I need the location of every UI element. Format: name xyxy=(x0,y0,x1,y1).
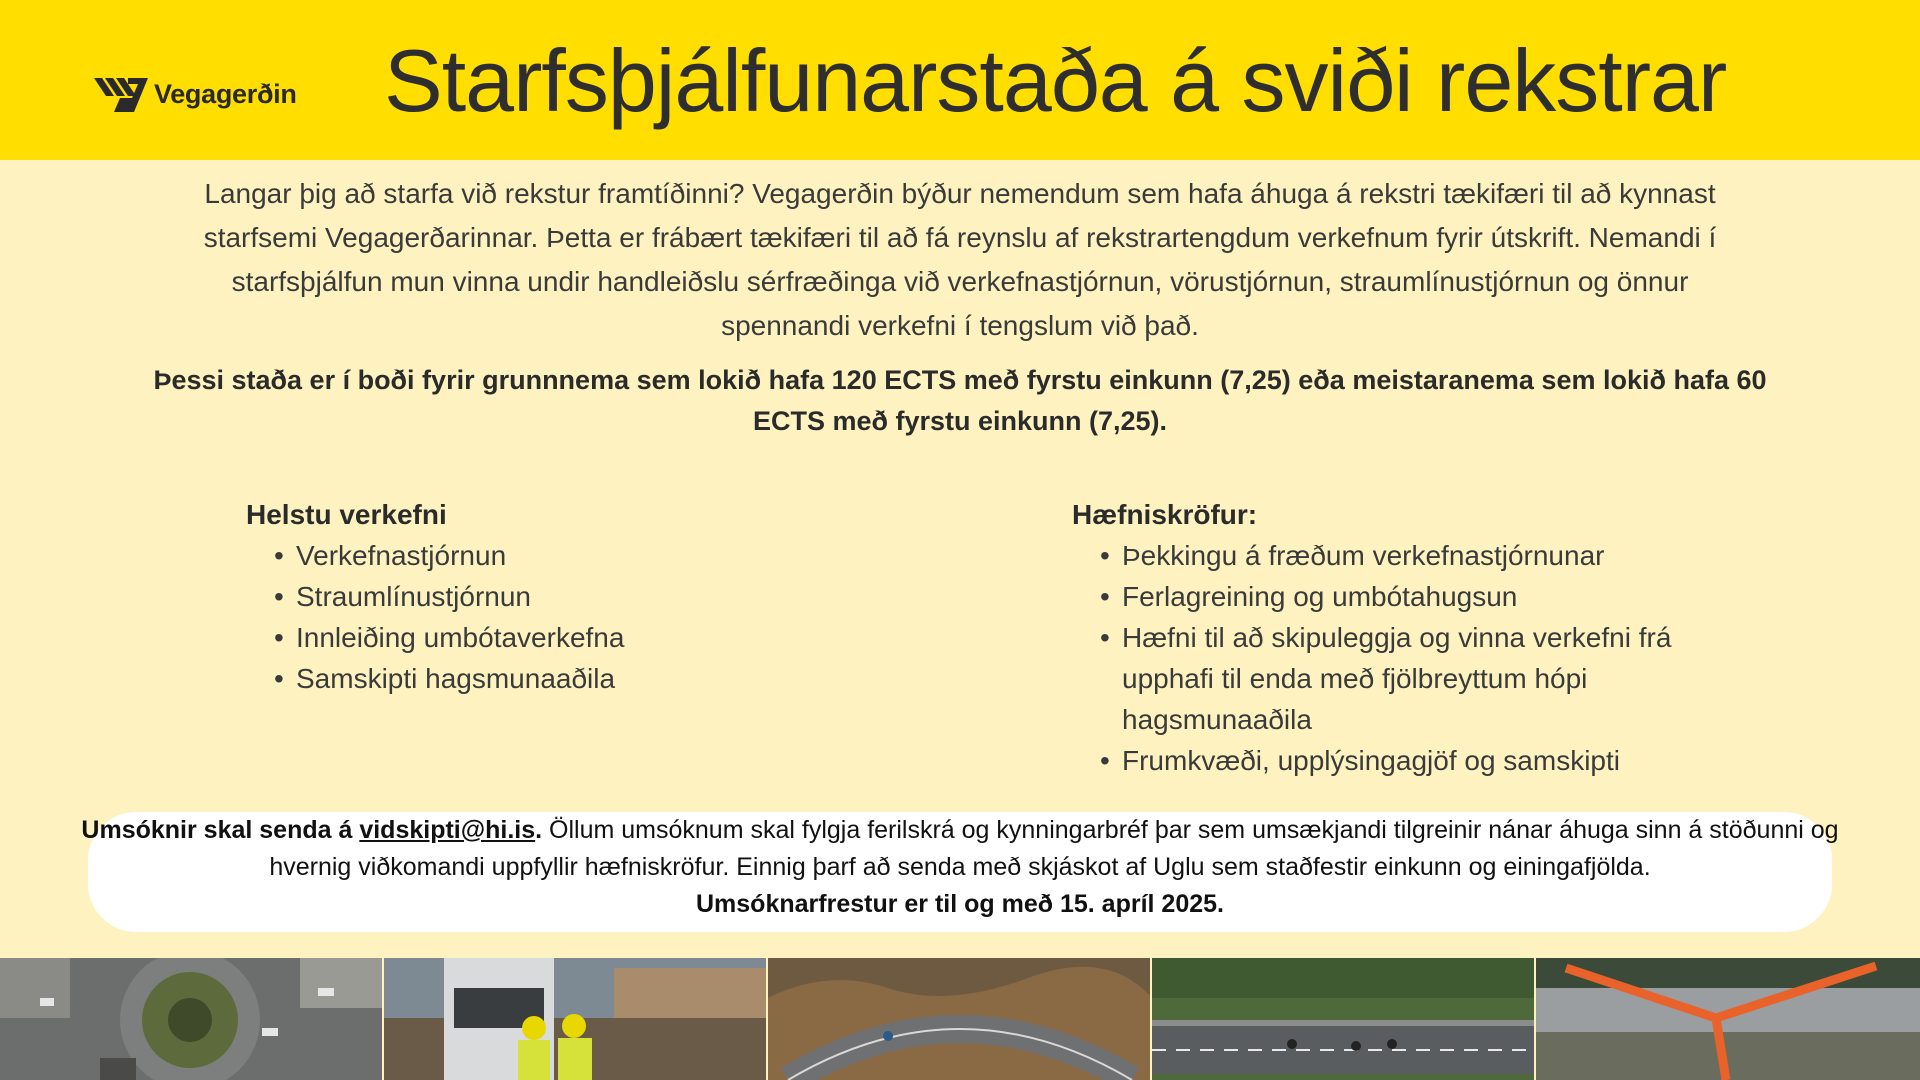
bullet-icon: • xyxy=(274,581,284,612)
eligibility-line: Þessi staða er í boði fyrir grunnnema sem lokið hafa 120 ECTS með fyrstu einkunn (7,25) eða meistaranema sem lokið hafa 60 xyxy=(153,365,1767,395)
contact-text xyxy=(60,812,1860,923)
requirement-item-label: Hæfni til að skipuleggja og vinna verkefni frá upphafi til enda með fjölbreyttum hópi hagsmunaaðila xyxy=(1122,622,1672,735)
bullet-icon: • xyxy=(1100,540,1110,571)
contact-paragraph xyxy=(60,812,1860,886)
bullet-icon: • xyxy=(1100,745,1110,776)
requirement-item-label: Ferlagreining og umbótahugsun xyxy=(1122,581,1518,612)
photo-strip xyxy=(0,958,1920,1080)
tasks-list xyxy=(246,535,946,699)
task-item-label: Verkefnastjórnun xyxy=(296,540,507,571)
bridge-photo xyxy=(1536,958,1920,1080)
requirements-list xyxy=(1072,535,1692,781)
truck-workers-photo xyxy=(384,958,768,1080)
contact-body: Öllum umsóknum skal fylgja ferilskrá og kynningarbréf þar sem umsækjandi tilgreinir nánar áhuga sinn á stöðunni og hvernig viðkomandi uppfyllir hæfniskröfur. Einnig þarf að senda með skjáskot af Uglu sem staðfestir einkunn og einingafjölda. xyxy=(269,816,1839,881)
intro-paragraph xyxy=(110,172,1810,348)
intro-line: Langar þig að starfa við rekstur framtíðinni? Vegagerðin býður nemendum sem hafa áhuga á rekstri tækifæri til að kynnast xyxy=(204,178,1716,209)
deadline-text: Umsóknarfrestur er til og með 15. apríl 2025. xyxy=(696,890,1224,918)
list-item xyxy=(1100,576,1692,617)
vegagerdin-logo[interactable] xyxy=(94,76,297,112)
requirement-item-label: Þekkingu á fræðum verkefnastjórnunar xyxy=(1122,540,1605,571)
list-item xyxy=(274,535,946,576)
requirement-item-label: Frumkvæði, upplýsingagjöf og samskipti xyxy=(1122,745,1620,776)
header-banner xyxy=(0,0,1920,160)
list-item xyxy=(274,617,946,658)
page-title: Starfsþjálfunarstaða á sviði rekstrar xyxy=(384,31,1727,130)
intro-line: starfsemi Vegagerðarinnar. Þetta er frábært tækifæri til að fá reynslu af rekstrartengdum verkefnum fyrir útskrift. Nemandi í xyxy=(203,222,1717,253)
bullet-icon: • xyxy=(274,622,284,653)
list-item xyxy=(274,658,946,699)
task-item-label: Straumlínustjórnun xyxy=(296,581,532,612)
tasks-heading: Helstu verkefni xyxy=(246,499,447,530)
list-item xyxy=(1100,740,1692,781)
roundabout-photo xyxy=(0,958,384,1080)
intro-line: starfsþjálfun mun vinna undir handleiðslu sérfræðinga við verkefnastjórnun, vörustjórnun, straumlínustjórnun og önnur xyxy=(231,266,1689,297)
road-curve-photo xyxy=(768,958,1152,1080)
requirements-heading: Hæfniskröfur: xyxy=(1072,499,1258,530)
bullet-icon: • xyxy=(1100,622,1110,653)
list-item xyxy=(1100,617,1692,740)
eligibility-text xyxy=(100,360,1820,442)
email-link[interactable]: vidskipti@hi.is xyxy=(359,816,536,844)
contact-lead-end: . xyxy=(535,816,543,844)
bullet-icon: • xyxy=(274,663,284,694)
logo-text: Vegagerðin xyxy=(154,78,297,109)
task-item-label: Samskipti hagsmunaaðila xyxy=(296,663,616,694)
task-item-label: Innleiðing umbótaverkefna xyxy=(296,622,625,653)
bullet-icon: • xyxy=(274,540,284,571)
intro-line: spennandi verkefni í tengslum við það. xyxy=(721,310,1199,341)
cycle-path-photo xyxy=(1152,958,1536,1080)
tasks-section xyxy=(246,494,946,699)
bullet-icon: • xyxy=(1100,581,1110,612)
stripes-logo-icon xyxy=(94,76,148,112)
list-item xyxy=(274,576,946,617)
requirements-section xyxy=(1072,494,1692,781)
eligibility-line: ECTS með fyrstu einkunn (7,25). xyxy=(752,406,1168,436)
contact-lead: Umsóknir skal senda á xyxy=(81,816,360,844)
list-item xyxy=(1100,535,1692,576)
